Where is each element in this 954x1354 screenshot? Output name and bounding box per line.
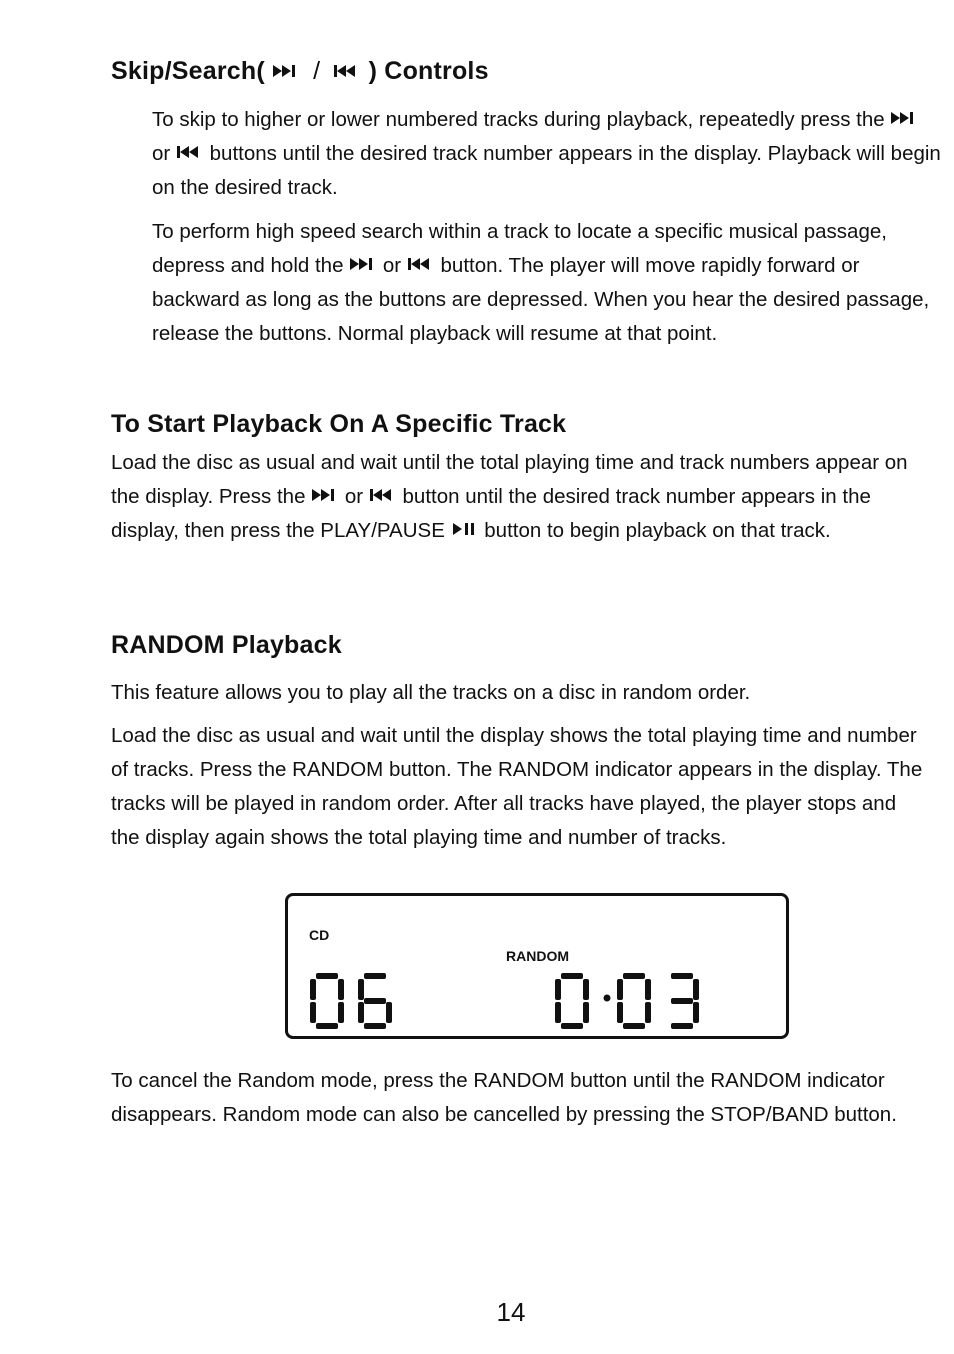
lcd-digits xyxy=(288,896,786,1036)
heading-skip-search xyxy=(111,57,489,86)
heading-start-playback: To Start Playback On A Specific Track xyxy=(111,410,567,438)
lcd-segment xyxy=(310,1002,316,1023)
lcd-segment xyxy=(645,1002,651,1023)
skip-back-icon xyxy=(407,256,435,272)
lcd-segment xyxy=(316,1023,338,1029)
lcd-segment xyxy=(693,1002,699,1023)
lcd-segment xyxy=(358,979,364,1000)
lcd-segment xyxy=(561,1023,583,1029)
page-number: 14 xyxy=(496,1297,526,1327)
lcd-segment xyxy=(555,979,561,1000)
lcd-segment xyxy=(555,1002,561,1023)
lcd-display xyxy=(285,893,789,1039)
lcd-segment xyxy=(671,1023,693,1029)
skip-forward-icon xyxy=(349,256,377,272)
lcd-segment xyxy=(338,1002,344,1023)
skip-back-icon xyxy=(369,487,397,503)
lcd-segment xyxy=(623,973,645,979)
random-paragraph-3: To cancel the Random mode, press the RANDOM button until the RANDOM indicator disappears. Random mode can also be cancelled by pressing the STOP/BAND button. xyxy=(111,1069,897,1126)
skip-back-icon xyxy=(333,63,361,79)
heading-text: Skip/Search( xyxy=(111,57,265,85)
lcd-segment xyxy=(561,973,583,979)
heading-separator: / xyxy=(313,57,321,85)
lcd-segment xyxy=(364,973,386,979)
skip-back-icon xyxy=(176,144,204,160)
lcd-segment xyxy=(693,979,699,1000)
lcd-segment xyxy=(583,1002,589,1023)
skip-paragraph-2: To perform high speed search within a track to locate a specific musical passage, depress and hold the or button. The player will move rapidly forward or backward as long as the buttons are depressed. When you hear the desired passage, release the buttons. Normal playback will resume at that point. xyxy=(152,220,930,345)
skip-paragraph-1: To skip to higher or lower numbered tracks during playback, repeatedly press the or buttons until the desired track number appears in the display. Playback will begin on the desired track. xyxy=(152,108,941,199)
lcd-segment xyxy=(310,979,316,1000)
random-paragraph-2: Load the disc as usual and wait until the display shows the total playing time and number of tracks. Press the RANDOM button. The RANDOM indicator appears in the display. The tracks will be played in random order. After all tracks have played, the player stops and the display again shows the total playing time and number of tracks. xyxy=(111,724,923,849)
heading-random-playback: RANDOM Playback xyxy=(111,631,342,659)
random-paragraph-1: This feature allows you to play all the tracks on a disc in random order. xyxy=(111,681,751,704)
lcd-segment xyxy=(671,973,693,979)
lcd-cd-label: CD xyxy=(309,927,330,943)
lcd-segment xyxy=(364,1023,386,1029)
lcd-segment xyxy=(316,973,338,979)
lcd-segment xyxy=(617,1002,623,1023)
skip-forward-icon xyxy=(272,63,300,79)
lcd-segment xyxy=(671,998,693,1004)
lcd-segment xyxy=(386,1002,392,1023)
lcd-segment xyxy=(364,998,386,1004)
lcd-colon xyxy=(604,995,611,1002)
lcd-segment xyxy=(645,979,651,1000)
heading-text: ) Controls xyxy=(368,57,489,85)
lcd-segment xyxy=(583,979,589,1000)
lcd-random-indicator: RANDOM xyxy=(506,948,569,964)
skip-forward-icon xyxy=(311,487,339,503)
lcd-segment xyxy=(338,979,344,1000)
skip-forward-icon xyxy=(890,110,918,126)
lcd-time-readout xyxy=(555,973,699,1029)
lcd-segment xyxy=(617,979,623,1000)
start-paragraph-1: Load the disc as usual and wait until the total playing time and track numbers appear on the display. Press the or button until the desired track number appears in the display, then press the PLAY/PAUSE button to begin playback on that track. xyxy=(111,451,908,542)
play-pause-icon xyxy=(451,521,479,537)
lcd-track-number xyxy=(310,973,392,1029)
lcd-segment xyxy=(623,1023,645,1029)
lcd-segment xyxy=(358,1002,364,1023)
